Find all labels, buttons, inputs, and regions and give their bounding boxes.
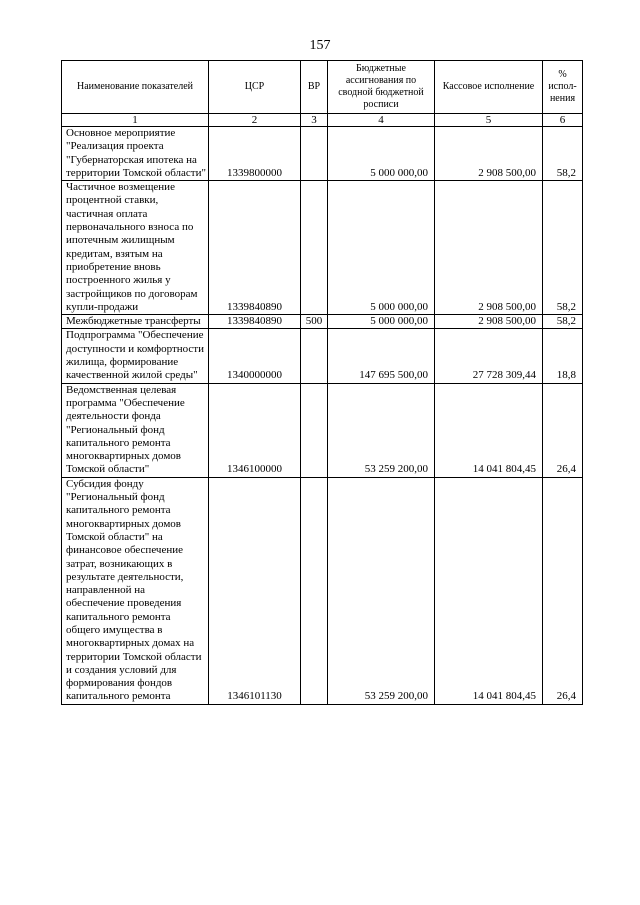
row-percent: 58,2 xyxy=(543,181,583,315)
row-vr xyxy=(301,127,328,181)
row-name: Ведомственная целевая программа "Обеспечение деятельности фонда "Региональный фонд капитального ремонта многоквартирных домов Томской области" xyxy=(62,383,209,477)
row-csr: 1339840890 xyxy=(209,181,301,315)
row-allocation: 53 259 200,00 xyxy=(328,383,435,477)
row-csr: 1339800000 xyxy=(209,127,301,181)
column-number: 5 xyxy=(435,114,543,127)
row-execution: 14 041 804,45 xyxy=(435,383,543,477)
row-percent: 18,8 xyxy=(543,329,583,383)
header-budget-allocation: Бюджетные ассигнования по сводной бюджетной росписи xyxy=(328,61,435,114)
row-percent: 26,4 xyxy=(543,383,583,477)
column-number: 1 xyxy=(62,114,209,127)
budget-execution-table xyxy=(61,60,583,705)
column-number-row xyxy=(62,114,583,127)
table-row xyxy=(62,477,583,704)
table-row xyxy=(62,315,583,329)
column-number: 3 xyxy=(301,114,328,127)
row-name: Межбюджетные трансферты xyxy=(62,315,209,329)
row-percent: 26,4 xyxy=(543,477,583,704)
row-execution: 27 728 309,44 xyxy=(435,329,543,383)
header-cash-execution: Кассовое исполнение xyxy=(435,61,543,114)
table-row xyxy=(62,127,583,181)
table-row xyxy=(62,329,583,383)
row-name: Субсидия фонду "Региональный фонд капитального ремонта многоквартирных домов Томской области" на финансовое обеспечение затрат, возникающих в результате деятельности, направленной на обеспечение проведения капитального ремонта общего имущества в многоквартирных домах на территории Томской области и создания условий для формирования фондов капитального ремонта xyxy=(62,477,209,704)
row-csr: 1339840890 xyxy=(209,315,301,329)
row-vr xyxy=(301,383,328,477)
row-csr: 1346100000 xyxy=(209,383,301,477)
header-csr: ЦСР xyxy=(209,61,301,114)
row-percent: 58,2 xyxy=(543,315,583,329)
column-number: 6 xyxy=(543,114,583,127)
row-execution: 14 041 804,45 xyxy=(435,477,543,704)
row-execution: 2 908 500,00 xyxy=(435,127,543,181)
row-vr xyxy=(301,477,328,704)
row-execution: 2 908 500,00 xyxy=(435,315,543,329)
row-allocation: 147 695 500,00 xyxy=(328,329,435,383)
row-vr: 500 xyxy=(301,315,328,329)
header-vr: ВР xyxy=(301,61,328,114)
row-percent: 58,2 xyxy=(543,127,583,181)
header-execution-percent: % испол-нения xyxy=(543,61,583,114)
table-row xyxy=(62,181,583,315)
table-header-row xyxy=(62,61,583,114)
column-number: 2 xyxy=(209,114,301,127)
row-csr: 1346101130 xyxy=(209,477,301,704)
row-execution: 2 908 500,00 xyxy=(435,181,543,315)
row-vr xyxy=(301,181,328,315)
row-allocation: 5 000 000,00 xyxy=(328,315,435,329)
row-allocation: 53 259 200,00 xyxy=(328,477,435,704)
header-indicator-name: Наименование показателей xyxy=(62,61,209,114)
row-allocation: 5 000 000,00 xyxy=(328,127,435,181)
row-allocation: 5 000 000,00 xyxy=(328,181,435,315)
row-csr: 1340000000 xyxy=(209,329,301,383)
row-name: Подпрограмма "Обеспечение доступности и комфортности жилища, формирование качественной жилой среды" xyxy=(62,329,209,383)
row-name: Частичное возмещение процентной ставки, частичная оплата первоначального взноса по ипотечным жилищным кредитам, взятым на приобретение вновь построенного жилья у застройщиков по договорам купли-продажи xyxy=(62,181,209,315)
page-number: 157 xyxy=(309,38,331,53)
row-vr xyxy=(301,329,328,383)
table-row xyxy=(62,383,583,477)
row-name: Основное мероприятие "Реализация проекта "Губернаторская ипотека на территории Томской области" xyxy=(62,127,209,181)
column-number: 4 xyxy=(328,114,435,127)
